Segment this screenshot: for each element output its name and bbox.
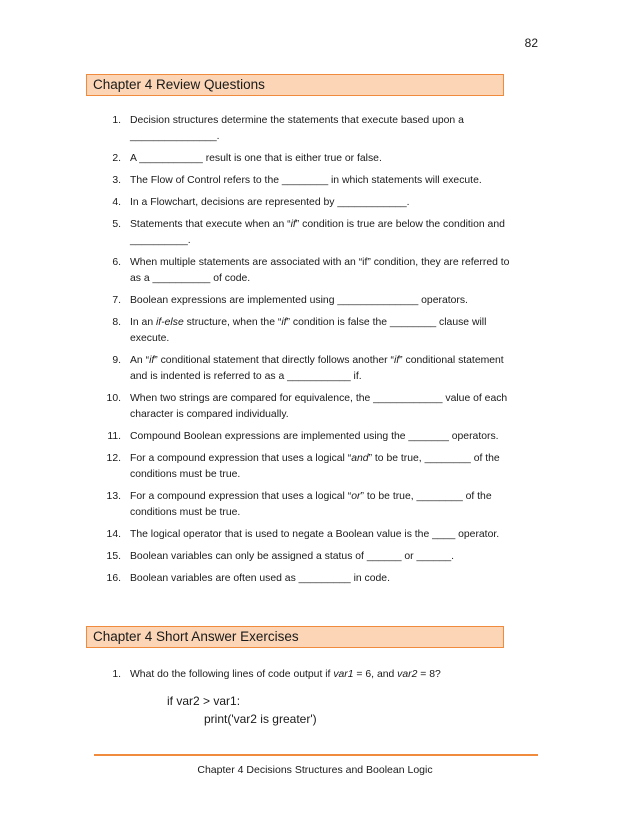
question-text: For a compound expression that uses a logical “ bbox=[130, 453, 352, 464]
question-number: 1. bbox=[112, 115, 121, 126]
question-text: Decision structures determine the statements that execute based upon a _______________. bbox=[130, 115, 464, 142]
question-number: 7. bbox=[112, 295, 121, 306]
footer-rule bbox=[94, 754, 538, 756]
question-text: In a Flowchart, decisions are represented by ____________. bbox=[130, 197, 410, 208]
footer-title: Chapter 4 Decisions Structures and Boolean Logic bbox=[197, 764, 433, 776]
question-text: The Flow of Control refers to the ________ in which statements will execute. bbox=[130, 175, 482, 186]
question-item bbox=[100, 549, 510, 565]
question-number: 6. bbox=[112, 257, 121, 268]
question-number: 11. bbox=[107, 431, 121, 442]
question-number: 14. bbox=[106, 529, 121, 540]
question-text: = 6, and bbox=[353, 669, 398, 680]
question-text: ” conditional statement and is indented is referred to as a ___________ if. bbox=[130, 355, 504, 382]
question-text-italic: if bbox=[281, 317, 287, 328]
question-text-italic: if bbox=[290, 219, 296, 230]
question-item bbox=[100, 391, 510, 423]
question-item bbox=[100, 429, 510, 445]
question-text: = 8? bbox=[417, 669, 441, 680]
question-number: 13. bbox=[106, 491, 121, 502]
question-item bbox=[100, 151, 510, 167]
question-number: 15. bbox=[106, 551, 121, 562]
question-item bbox=[100, 353, 510, 385]
question-number: 2. bbox=[112, 153, 121, 164]
question-item bbox=[100, 173, 510, 189]
question-text: ” conditional statement that directly follows another “ bbox=[154, 355, 394, 366]
question-number: 1. bbox=[112, 669, 121, 680]
code-block bbox=[167, 692, 317, 728]
question-text: structure, when the “ bbox=[183, 317, 282, 328]
question-text: Statements that execute when an “ bbox=[130, 219, 291, 230]
question-text: Boolean variables are often used as _________ in code. bbox=[130, 573, 390, 584]
question-number: 5. bbox=[112, 219, 121, 230]
page-number: 82 bbox=[524, 36, 538, 50]
question-text-italic: var1 bbox=[333, 669, 354, 680]
question-text: ” to be true, ________ of the conditions must be true. bbox=[130, 491, 492, 518]
question-text: An “ bbox=[130, 355, 150, 366]
question-text-italic: if bbox=[149, 355, 155, 366]
question-text-italic: if bbox=[393, 355, 400, 366]
question-text: For a compound expression that uses a logical “ bbox=[130, 491, 352, 502]
review-questions-list bbox=[100, 113, 510, 593]
question-item bbox=[100, 217, 510, 249]
code-line: if var2 > var1: bbox=[167, 694, 241, 708]
question-text: Boolean variables can only be assigned a status of ______ or ______. bbox=[130, 551, 455, 562]
question-number: 9. bbox=[112, 355, 121, 366]
question-text-italic: if-else bbox=[156, 317, 184, 328]
question-item bbox=[100, 113, 510, 145]
question-item bbox=[100, 451, 510, 483]
question-text: ” to be true, ________ of the conditions must be true. bbox=[130, 453, 500, 480]
review-questions-header: Chapter 4 Review Questions bbox=[86, 74, 504, 96]
question-text: Compound Boolean expressions are implemented using the _______ operators. bbox=[130, 431, 499, 442]
question-item bbox=[100, 489, 510, 521]
short-answer-exercises-list bbox=[100, 667, 510, 683]
question-item bbox=[100, 667, 510, 683]
question-text-italic: and bbox=[351, 453, 369, 464]
question-item bbox=[100, 571, 510, 587]
question-text: ” condition is true are below the condition and __________. bbox=[130, 219, 505, 246]
question-text: When two strings are compared for equivalence, the ____________ value of each character is compared individually. bbox=[130, 393, 508, 420]
question-text: Boolean expressions are implemented using ______________ operators. bbox=[130, 295, 468, 306]
question-number: 3. bbox=[112, 175, 121, 186]
question-item bbox=[100, 255, 510, 287]
question-item bbox=[100, 195, 510, 211]
question-text: When multiple statements are associated with an “if” condition, they are referred to as a __________ of code. bbox=[130, 257, 510, 284]
question-text: What do the following lines of code output if bbox=[130, 669, 334, 680]
question-text: In an bbox=[130, 317, 156, 328]
question-number: 8. bbox=[112, 317, 121, 328]
question-item bbox=[100, 315, 510, 347]
question-text-italic: var2 bbox=[397, 669, 418, 680]
question-number: 10. bbox=[106, 393, 121, 404]
question-text-italic: or bbox=[351, 491, 361, 502]
short-answer-header: Chapter 4 Short Answer Exercises bbox=[86, 626, 504, 648]
question-number: 4. bbox=[112, 197, 121, 208]
question-text: The logical operator that is used to negate a Boolean value is the ____ operator. bbox=[130, 529, 500, 540]
question-text: A ___________ result is one that is either true or false. bbox=[130, 153, 382, 164]
question-text: ” condition is false the ________ clause will execute. bbox=[130, 317, 487, 344]
question-item bbox=[100, 527, 510, 543]
question-item bbox=[100, 293, 510, 309]
code-line: print('var2 is greater') bbox=[204, 712, 317, 726]
question-number: 12. bbox=[106, 453, 121, 464]
question-number: 16. bbox=[106, 573, 121, 584]
